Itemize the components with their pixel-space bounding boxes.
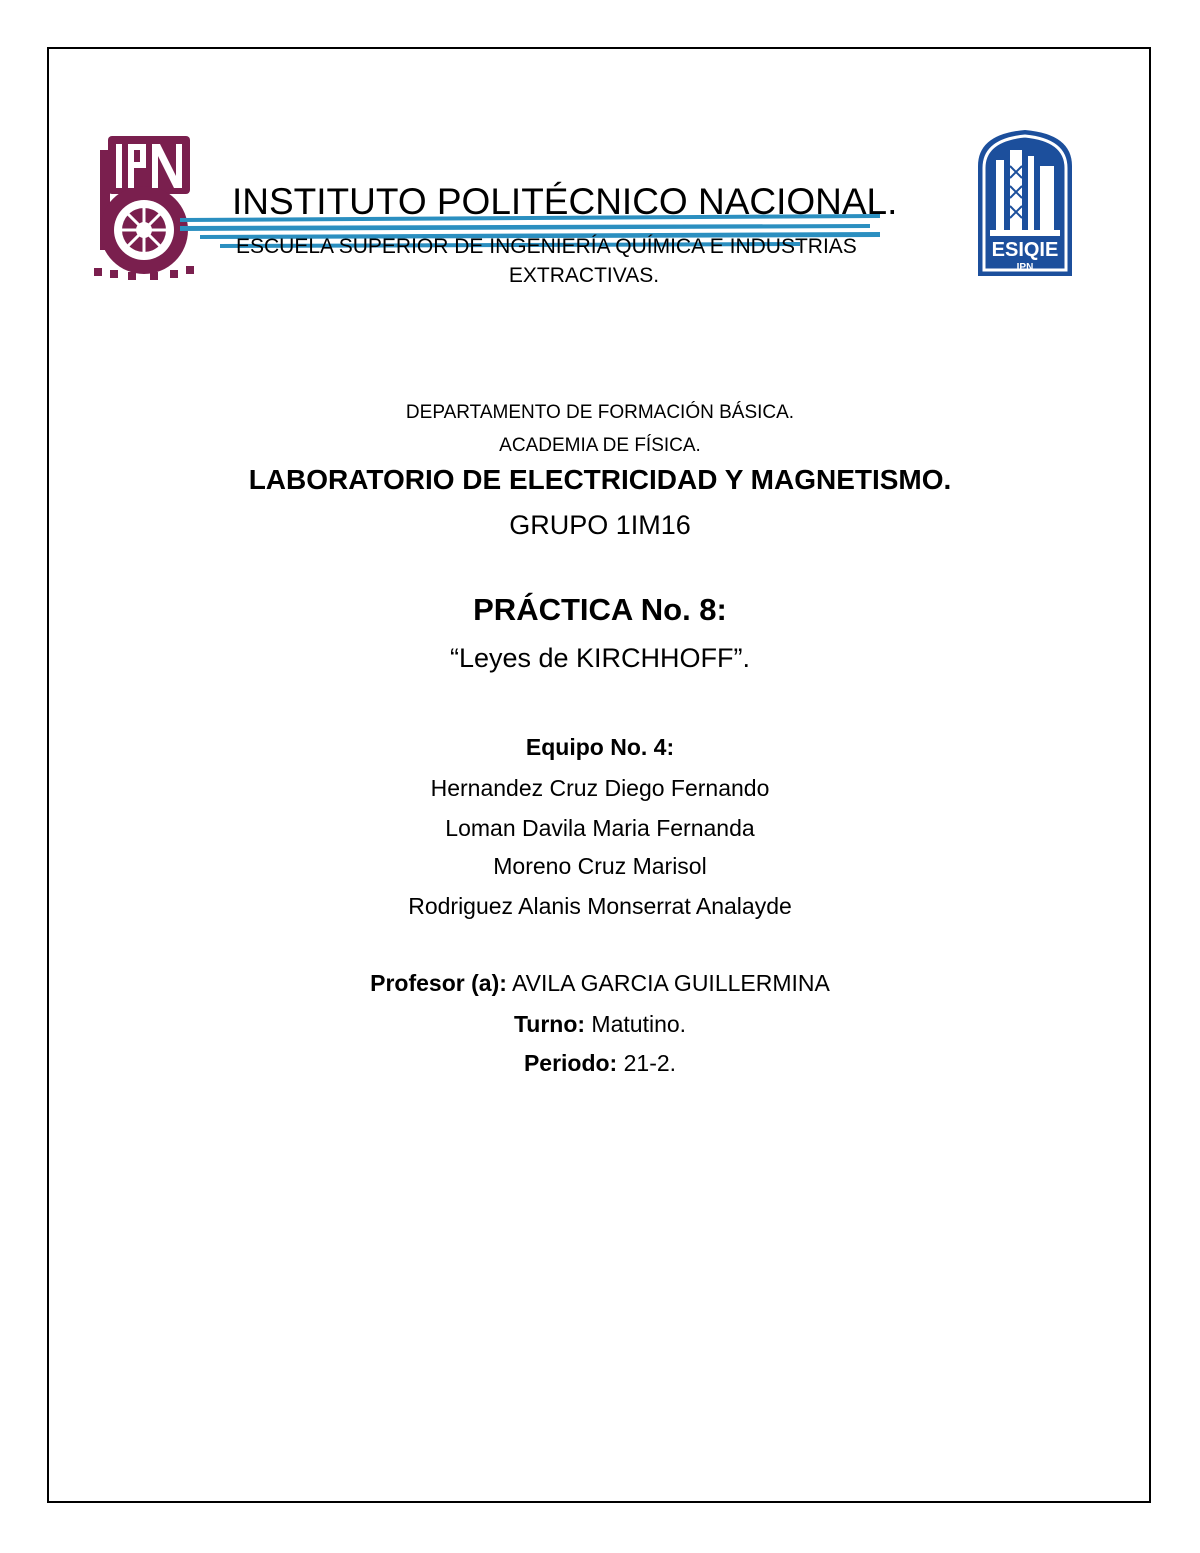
team-member: Rodriguez Alanis Monserrat Analayde	[408, 893, 792, 919]
shift-label: Turno:	[513, 1011, 586, 1037]
shift-line	[0, 1011, 1200, 1038]
period-label: Periodo:	[523, 1050, 618, 1076]
practice-title: PRÁCTICA No. 8:	[473, 592, 727, 627]
esiqie-logo	[970, 126, 1080, 280]
institute-name: INSTITUTO POLITÉCNICO NACIONAL.	[232, 181, 898, 222]
team-label: Equipo No. 4:	[525, 734, 675, 760]
lab-title: LABORATORIO DE ELECTRICIDAD Y MAGNETISMO.	[248, 464, 952, 495]
period-value: 21-2.	[617, 1050, 677, 1076]
professor-value: AVILA GARCIA GUILLERMINA	[506, 970, 830, 996]
shift-value: Matutino.	[585, 1011, 687, 1037]
school-name-line1: ESCUELA SUPERIOR DE INGENIERÍA QUÍMICA E INDUSTRIAS	[236, 235, 857, 258]
period-line	[0, 1050, 1200, 1077]
team-member: Loman Davila Maria Fernanda	[445, 815, 755, 841]
practice-topic: “Leyes de KIRCHHOFF”.	[449, 643, 751, 673]
academy: ACADEMIA DE FÍSICA.	[499, 435, 701, 456]
department: DEPARTAMENTO DE FORMACIÓN BÁSICA.	[405, 402, 795, 423]
esiqie-logo-text: ESIQIE	[991, 239, 1059, 261]
team-member: Moreno Cruz Marisol	[493, 853, 707, 879]
team-member: Hernandez Cruz Diego Fernando	[430, 775, 770, 801]
professor-label: Profesor (a):	[370, 970, 507, 996]
professor-line	[0, 970, 1200, 997]
group: GRUPO 1IM16	[509, 510, 691, 540]
esiqie-logo-sub: IPN	[1016, 262, 1034, 273]
school-name-line2: EXTRACTIVAS.	[508, 264, 660, 287]
